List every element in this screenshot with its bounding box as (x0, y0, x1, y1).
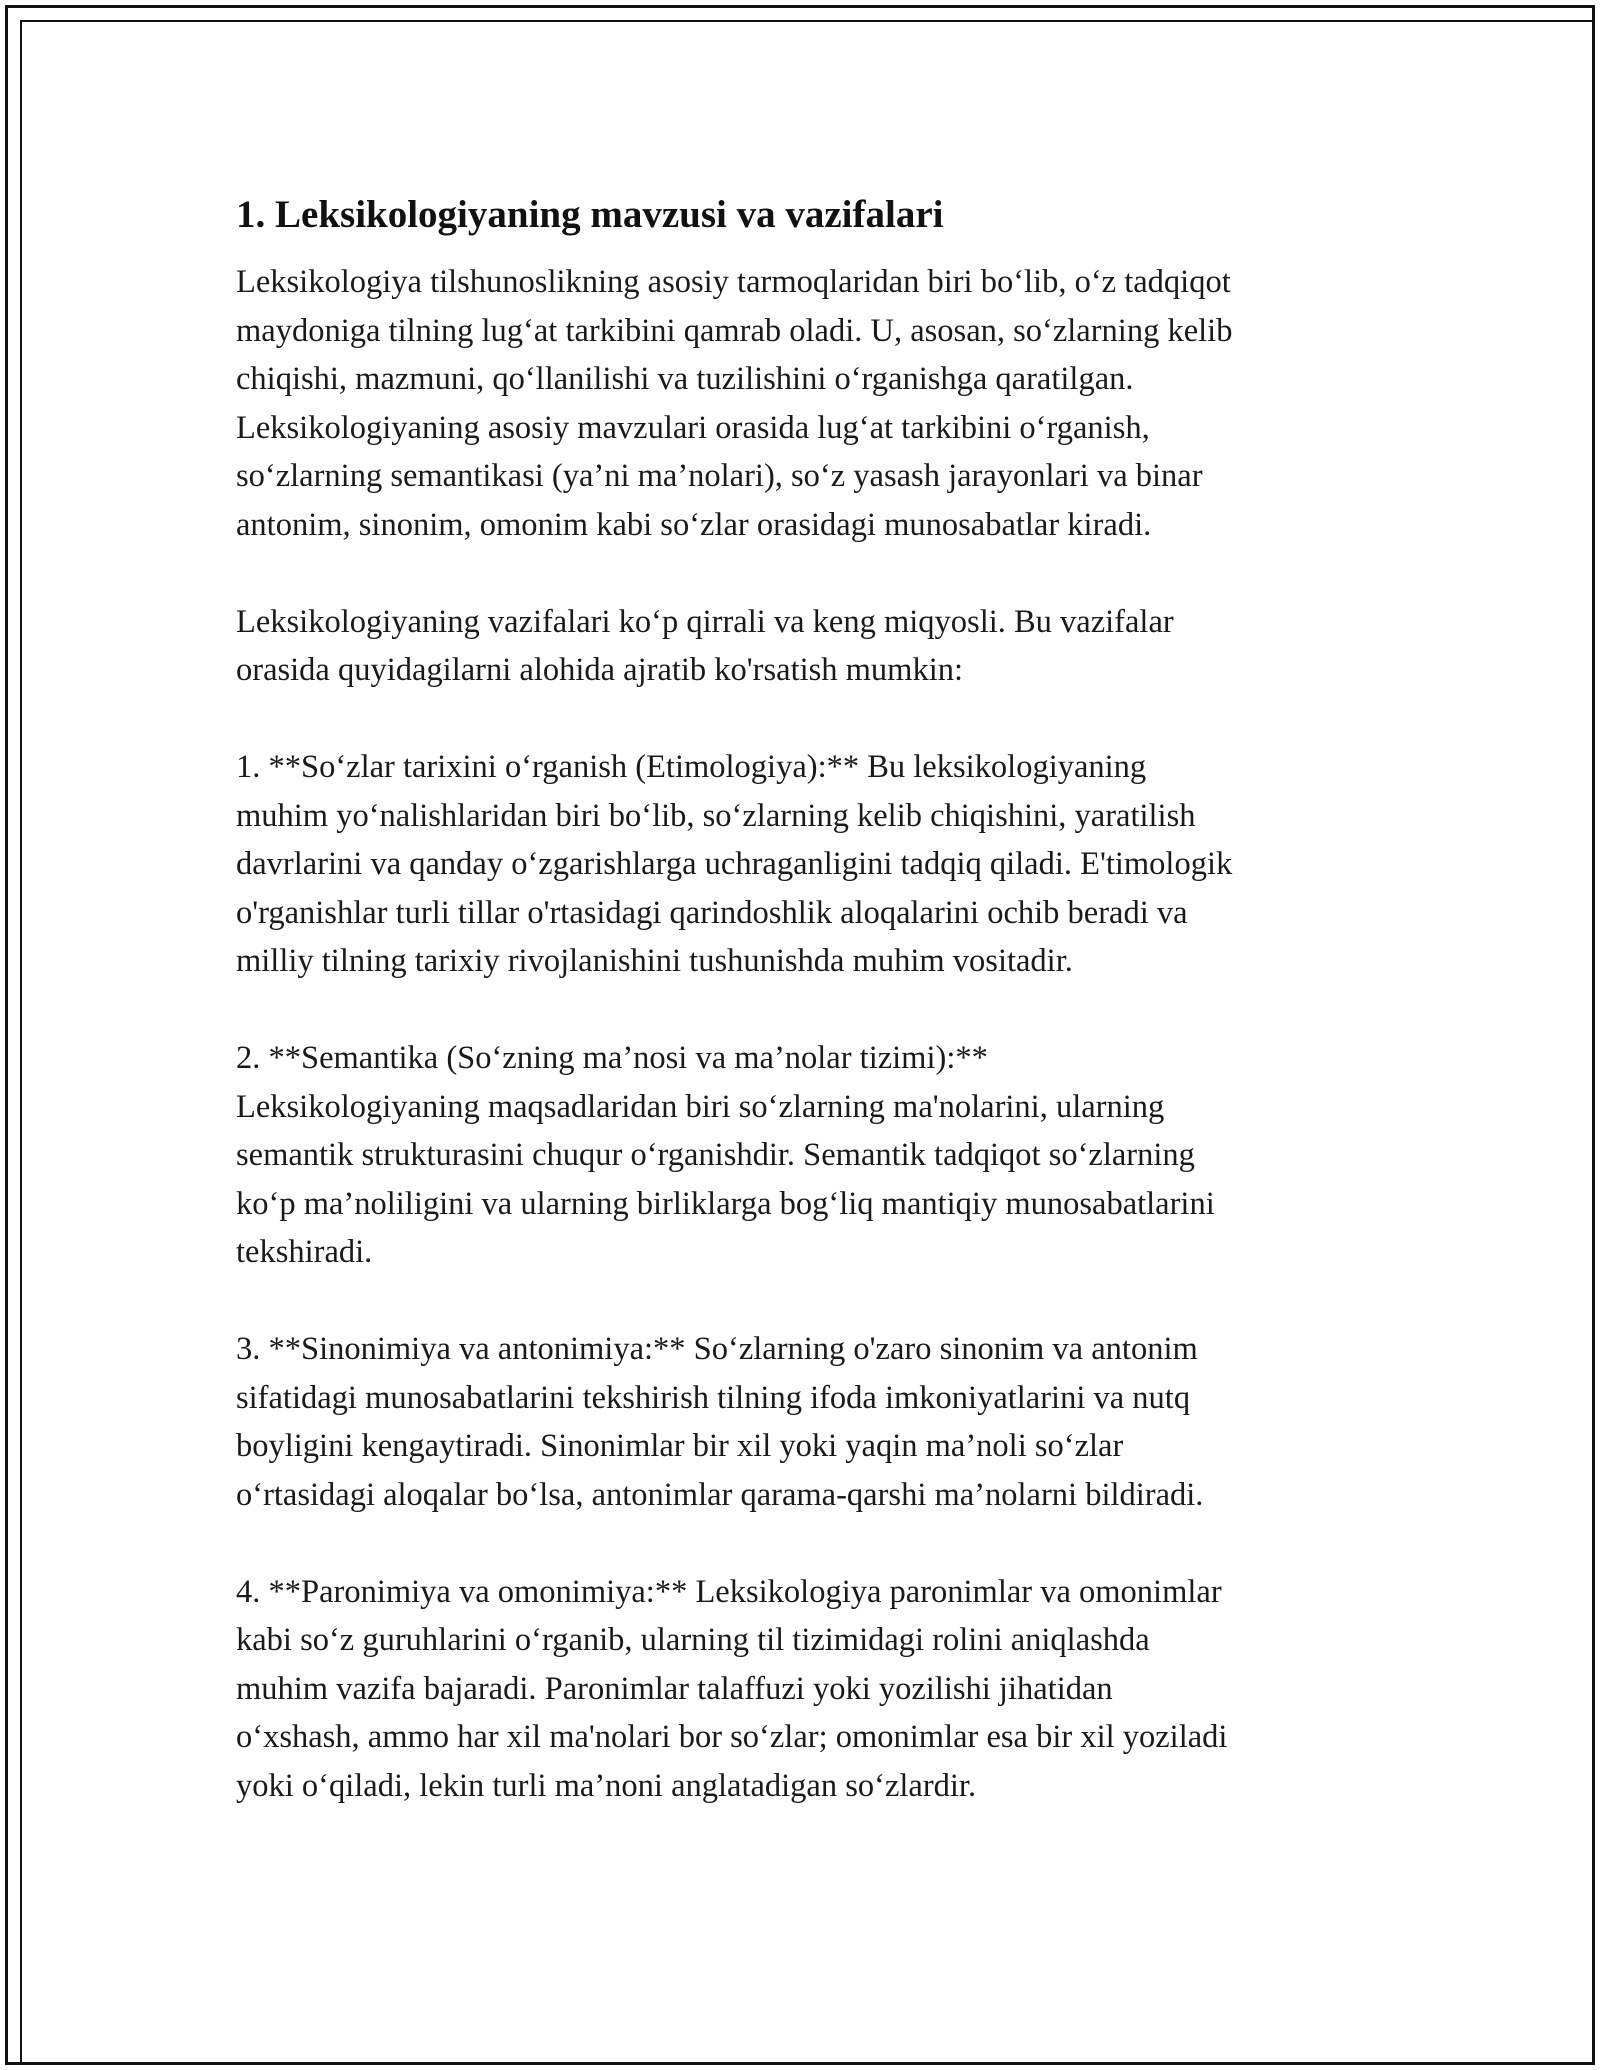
list-item-semantics: 2. **Semantika (So‘zning ma’nosi va ma’nolar tizimi):** Leksikologiyaning maqsadlaridan biri so‘zlarning ma'nolarini, ularning semantik strukturasini chuqur o‘rganishdir. Semantik tadqiqot so‘zlarning ko‘p ma’noliligini va ularning birliklarga bog‘liq mantiqiy munosabatlarini tekshiradi. (236, 1040, 1215, 1270)
paragraph-introduction: Leksikologiya tilshunoslikning asosiy tarmoqlaridan biri bo‘lib, o‘z tadqiqot maydoniga tilning lug‘at tarkibini qamrab oladi. U, asosan, so‘zlarning kelib chiqishi, mazmuni, qo‘llanilishi va tuzilishini o‘rganishga qaratilgan. Leksikologiyaning asosiy mavzulari orasida lug‘at tarkibini o‘rganish, so‘zlarning semantikasi (ya’ni ma’nolari), so‘z yasash jarayonlari va binar antonim, sinonim, omonim kabi so‘zlar orasidagi munosabatlar kiradi. (236, 264, 1233, 543)
list-item-paronymy-homonymy: 4. **Paronimiya va omonimiya:** Leksikologiya paronimlar va omonimlar kabi so‘z guruhlarini o‘rganib, ularning til tizimidagi rolini aniqlashda muhim vazifa bajaradi. Paronimlar talaffuzi yoki yozilishi jihatidan o‘xshash, ammo har xil ma'nolari bor so‘zlar; omonimlar esa bir xil yoziladi yoki o‘qiladi, lekin turli ma’noni anglatadigan so‘zlardir. (236, 1573, 1228, 1804)
paragraph-tasks-intro: Leksikologiyaning vazifalari ko‘p qirrali va keng miqyosli. Bu vazifalar orasida quyidagilarni alohida ajratib ko'rsatish mumkin: (236, 603, 1174, 688)
section-heading: 1. Leksikologiyaning mavzusi va vazifalari (236, 193, 944, 236)
list-item-synonymy-antonymy: 3. **Sinonimiya va antonimiya:** So‘zlarning o'zaro sinonim va antonim sifatidagi munosabatlarini tekshirish tilning ifoda imkoniyatlarini va nutq boyligini kengaytiradi. Sinonimlar bir xil yoki yaqin ma’noli so‘zlar o‘rtasidagi aloqalar bo‘lsa, antonimlar qarama-qarshi ma’nolarni bildiradi. (236, 1331, 1204, 1513)
list-item-etymology: 1. **So‘zlar tarixini o‘rganish (Etimologiya):** Bu leksikologiyaning muhim yo‘nalishlaridan biri bo‘lib, so‘zlarning kelib chiqishini, yaratilish davrlarini va qanday o‘zgarishlarga uchraganligini tadqiq qiladi. E'timologik o'rganishlar turli tillar o'rtasidagi qarindoshlik aloqalarini ochib beradi va milliy tilning tarixiy rivojlanishini tushunishda muhim vositadir. (236, 749, 1233, 979)
document-body (236, 186, 1366, 1810)
